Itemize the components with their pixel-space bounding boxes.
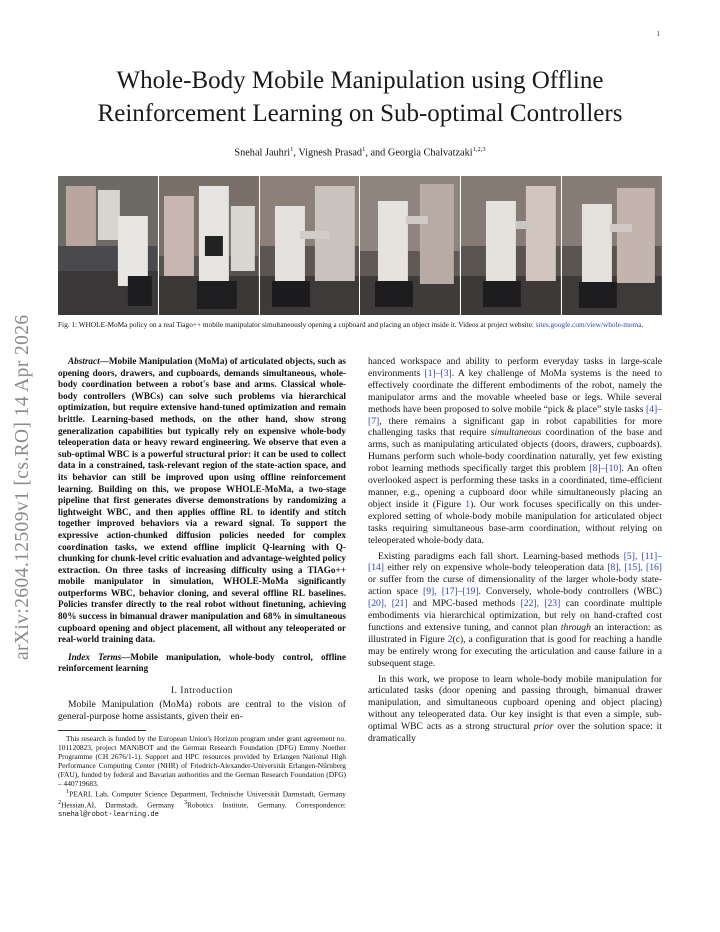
figure-panel-4 [360,176,460,315]
teaser-figure [58,176,662,315]
citation[interactable]: [1]–[3] [424,367,452,379]
body-paragraph-3: In this work, we propose to learn whole-body mobile manipulation for articulated tasks (door opening and passing through, bimanual drawer manipulation, and simultaneous cupboard opening and object placing) without any teleoperated data. Our key insight is that even a simple, sub-optimal WBC acts as a strong structural prior over the solution space: it dramatically [368,673,662,745]
correspondence-email: snehal@robot-learning.de [58,811,159,820]
figure-panel-5 [461,176,561,315]
arxiv-stamp: arXiv:2604.12509v1 [cs.RO] 14 Apr 2026 [12,314,33,660]
paper-title [40,64,680,130]
title-line-1: Whole-Body Mobile Manipulation using Offline [116,67,604,94]
citation[interactable]: [4]–[7] [368,403,662,427]
right-column [368,356,662,749]
figure-panel-3 [260,176,360,315]
section-heading: I. Introduction [170,685,234,696]
body-paragraph-1: hanced workspace and ability to perform everyday tasks in large-scale environments [1]–[3]. A key challenge of MoMa systems is the need to effectively coordinate the different embodiments of the robot, namely the manipulator arms and the movable wheeled base or legs. While several methods have been proposed to solve mobile “pick & place” style tasks [4]–[7], there remains a significant gap in robot capabilities for more challenging tasks that require simultaneous coordination of the base and arms, such as manipulating articulated objects (doors, drawers, cupboards). Humans perform such whole-body coordination naturally, yet few existing robot learning methods specifically target this problem [8]–[10]. An often overlooked aspect is performing these tasks in a coordinated, time-efficient manner, e.g., opening a cupboard door while simultaneously placing an object inside it (Figure 1). Our work focuses specifically on this under-explored setting of whole-body mobile manipulation for articulated object tasks requiring simultaneous base-arm coordination, without relying on teleoperated whole-body data. [368,356,663,546]
citation[interactable]: [22], [23] [520,598,561,610]
figure-caption: Fig. 1: WHOLE-MoMa policy on a real Tiago++ mobile manipulator simultaneously opening a cupboard and placing an object inside it. Videos at project website: sites.google.com/view/whole-moma. [58,320,644,329]
body-paragraph-2: Existing paradigms each fall short. Learning-based methods [5], [11]–[14] either rely on expensive whole-body teleoperation data [8], [15], [16] or suffer from the curse of dimensionality of the larger whole-body state-action space [9], [17]–[19]. Conversely, whole-body controllers (WBC) [20], [21] and MPC-based methods [22], [23] can coordinate multiple embodiments via hierarchical optimization, but rely on hand-crafted cost functions and extensive tuning, and cannot plan through an interaction: as illustrated in Figure 2(c), a configuration that is good for reaching a handle may be entirely wrong for executing the articulation and cause failure in a subsequent stage. [368,550,663,669]
author-list: Snehal Jauhri$^1$, Vignesh Prasad$^1$, and Georgia Chalvatzaki$^{1,2,3}$ [234,146,486,159]
citation[interactable]: [8], [15], [16] [607,562,663,574]
index-terms: Index Terms—Mobile manipulation, whole-body control, offline reinforcement learning [58,651,346,674]
figure-ref[interactable]: 1 [465,498,471,510]
figure-panel-2 [159,176,259,315]
citation[interactable]: [5], [11]–[14] [368,550,662,574]
intro-paragraph: Mobile Manipulation (MoMa) robots are central to the vision of general-purpose home assistants, given their en- [58,698,346,722]
figure-ref[interactable]: 2 [447,633,453,645]
funding-footnote: This research is funded by the European Union's Horizon program under grant agreement no. 101120823, project MANiBOT and the German Research Foundation (DFG) Emmy Noether Programme (CH 2676/1-1). Support and HPC resources provided by Erlangen National High Performance Computing Center (NHR) of Friedrich-Alexander-Universität Erlangen-Nürnberg (FAU), funded by federal and Bavarian authorities and the German Research Foundation (DFG) – 440719683. [58,734,346,789]
citation[interactable]: [9], [17]–[19] [423,586,479,598]
project-website-link[interactable]: sites.google.com/view/whole-moma [535,320,642,329]
author-3: and Georgia Chalvatzaki [370,147,473,159]
author-1: Snehal Jauhri [234,147,291,159]
left-column [58,356,346,820]
author-2: Vignesh Prasad [298,147,363,159]
citation[interactable]: [20], [21] [368,598,408,610]
figure-panel-1 [58,176,158,315]
figure-panel-6 [562,176,662,315]
page-number: 1 [656,30,660,38]
title-line-2: Reinforcement Learning on Sub-optimal Controllers [97,100,623,127]
footnote-rule [58,730,146,731]
affiliation-footnote: $^1$PEARL Lab, Computer Science Department, Technische Universität Darmstadt, Germany $^2$Hessian.AI, Darmstadt, Germany $^3$Robotics Institute, Germany. Correspondence: snehal@robot-learning.de [58,789,346,820]
citation[interactable]: [8]–[10] [589,463,622,475]
abstract: Abstract—Mobile Manipulation (MoMa) of articulated objects, such as opening doors, drawers, and cupboards, demands simultaneous, whole-body coordination between a robot's base and arms. Classical whole-body controllers (WBCs) can solve such problems via hierarchical optimization, but require extensive hand-tuned optimization and remain brittle. Learning-based methods, on the other hand, show strong generalization capabilities but typically rely on expensive whole-body teleoperation data or heavy reward engineering. We observe that even a sub-optimal WBC is a powerful structural prior: it can be used to collect data in a constrained, task-relevant region of the state-action space, and its behavior can still be improved upon using offline reinforcement learning. Building on this, we propose WHOLE-MoMa, a two-stage pipeline that first generates diverse demonstrations by randomizing a lightweight WBC, and then applies offline RL to identify and stitch together improved behaviors via a reward signal. To support the expressive action-chunked diffusion policies needed for complex coordination tasks, we extend offline implicit Q-learning with Q-chunking for chunk-level critic evaluation and advantage-weighted policy extraction. On three tasks of increasing difficulty using a TIAGo++ mobile manipulator in simulation, WHOLE-MoMa significantly outperforms WBC, behavior cloning, and several offline RL baselines. Policies transfer directly to the real robot without finetuning, achieving 80% success in bimanual drawer manipulation and 68% in simultaneous cupboard opening and object placement, all without any teleoperated or real-world training data. [58,356,346,645]
